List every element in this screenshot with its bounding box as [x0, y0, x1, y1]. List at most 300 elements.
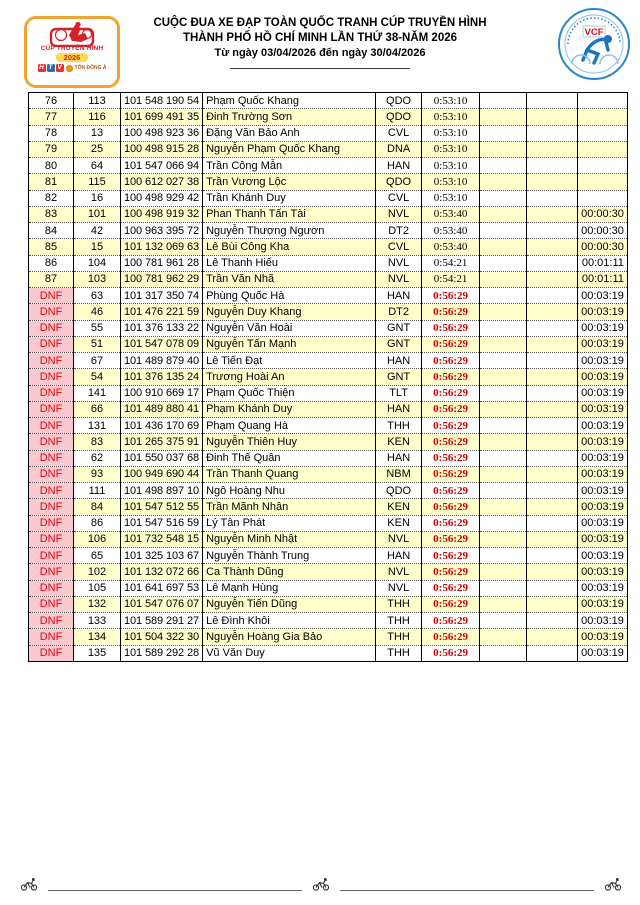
table-row [29, 580, 628, 596]
uci-id-cell: 101 504 322 30 [121, 629, 203, 645]
time-gap-cell: 00:01:11 [578, 255, 628, 271]
uci-id-cell: 101 132 069 63 [121, 239, 203, 255]
table-row [29, 499, 628, 515]
table-row [29, 450, 628, 466]
rider-name-cell: Nguyễn Tiến Dũng [203, 596, 376, 612]
time-cell: 0:56:29 [422, 401, 480, 417]
time-cell: 0:53:10 [422, 141, 480, 157]
table-row [29, 369, 628, 385]
uci-id-cell: 101 547 076 07 [121, 596, 203, 612]
signature-line [340, 876, 594, 891]
table-row [29, 304, 628, 320]
time-gap-cell: 00:03:19 [578, 418, 628, 434]
table-row [29, 483, 628, 499]
rank-cell: 87 [29, 271, 74, 287]
empty-cell-1 [480, 564, 527, 580]
table-row [29, 515, 628, 531]
time-gap-cell [578, 109, 628, 125]
rider-name-cell: Phạm Quang Hà [203, 418, 376, 434]
empty-cell-1 [480, 190, 527, 206]
time-gap-cell [578, 93, 628, 109]
rider-name-cell: Phạm Quốc Thiện [203, 385, 376, 401]
table-row [29, 613, 628, 629]
rider-name-cell: Phan Thanh Tấn Tài [203, 206, 376, 222]
time-cell: 0:53:10 [422, 190, 480, 206]
table-row [29, 320, 628, 336]
bib-number-cell: 65 [74, 548, 121, 564]
time-cell: 0:56:29 [422, 304, 480, 320]
time-cell: 0:56:29 [422, 564, 480, 580]
uci-id-cell: 101 376 133 22 [121, 320, 203, 336]
empty-cell-2 [527, 564, 578, 580]
table-row [29, 190, 628, 206]
team-code-cell: HAN [376, 548, 422, 564]
rank-cell: 84 [29, 223, 74, 239]
table-row [29, 418, 628, 434]
rider-name-cell: Đinh Thế Quân [203, 450, 376, 466]
uci-id-cell: 101 436 170 69 [121, 418, 203, 434]
empty-cell-2 [527, 288, 578, 304]
empty-cell-2 [527, 596, 578, 612]
time-cell: 0:56:29 [422, 483, 480, 499]
uci-id-cell: 101 699 491 35 [121, 109, 203, 125]
time-cell: 0:56:29 [422, 369, 480, 385]
uci-id-cell: 101 547 512 55 [121, 499, 203, 515]
time-gap-cell: 00:01:11 [578, 271, 628, 287]
time-gap-cell [578, 174, 628, 190]
time-gap-cell: 00:03:19 [578, 320, 628, 336]
time-gap-cell: 00:03:19 [578, 288, 628, 304]
time-cell: 0:53:40 [422, 239, 480, 255]
team-code-cell: QDO [376, 109, 422, 125]
rank-cell: DNF [29, 580, 74, 596]
rider-name-cell: Nguyễn Tấn Mạnh [203, 336, 376, 352]
team-code-cell: TLT [376, 385, 422, 401]
empty-cell-1 [480, 580, 527, 596]
empty-cell-2 [527, 466, 578, 482]
team-code-cell: HAN [376, 353, 422, 369]
rank-cell: DNF [29, 483, 74, 499]
team-code-cell: NVL [376, 564, 422, 580]
table-row [29, 385, 628, 401]
htv-cup-logo [24, 16, 120, 88]
team-code-cell: CVL [376, 190, 422, 206]
bib-number-cell: 115 [74, 174, 121, 190]
uci-id-cell: 100 498 915 28 [121, 141, 203, 157]
rank-cell: 81 [29, 174, 74, 190]
uci-id-cell: 100 498 919 32 [121, 206, 203, 222]
team-code-cell: CVL [376, 125, 422, 141]
empty-cell-2 [527, 450, 578, 466]
empty-cell-2 [527, 353, 578, 369]
uci-id-cell: 101 325 103 67 [121, 548, 203, 564]
rank-cell: DNF [29, 401, 74, 417]
time-gap-cell: 00:03:19 [578, 450, 628, 466]
empty-cell-2 [527, 174, 578, 190]
results-table [28, 92, 628, 662]
team-code-cell: HAN [376, 158, 422, 174]
team-code-cell: KEN [376, 434, 422, 450]
rank-cell: 83 [29, 206, 74, 222]
rank-cell: DNF [29, 434, 74, 450]
uci-id-cell: 100 498 923 36 [121, 125, 203, 141]
table-row [29, 109, 628, 125]
team-code-cell: NVL [376, 531, 422, 547]
empty-cell-1 [480, 515, 527, 531]
empty-cell-2 [527, 158, 578, 174]
time-cell: 0:56:29 [422, 450, 480, 466]
empty-cell-2 [527, 580, 578, 596]
empty-cell-2 [527, 483, 578, 499]
table-row [29, 336, 628, 352]
time-cell: 0:54:21 [422, 255, 480, 271]
team-code-cell: KEN [376, 499, 422, 515]
uci-id-cell: 100 949 690 44 [121, 466, 203, 482]
rank-cell: DNF [29, 385, 74, 401]
team-code-cell: HAN [376, 401, 422, 417]
time-gap-cell: 00:03:19 [578, 531, 628, 547]
uci-id-cell: 101 641 697 53 [121, 580, 203, 596]
bib-number-cell: 133 [74, 613, 121, 629]
uci-id-cell: 101 550 037 68 [121, 450, 203, 466]
rider-name-cell: Phạm Khánh Duy [203, 401, 376, 417]
time-cell: 0:56:29 [422, 499, 480, 515]
rider-name-cell: Nguyễn Duy Khang [203, 304, 376, 320]
time-cell: 0:56:29 [422, 353, 480, 369]
bib-number-cell: 131 [74, 418, 121, 434]
bib-number-cell: 63 [74, 288, 121, 304]
bib-number-cell: 104 [74, 255, 121, 271]
time-cell: 0:53:10 [422, 125, 480, 141]
uci-id-cell: 101 489 879 40 [121, 353, 203, 369]
rider-name-cell: Lê Tiến Đạt [203, 353, 376, 369]
empty-cell-2 [527, 93, 578, 109]
time-cell: 0:56:29 [422, 580, 480, 596]
empty-cell-2 [527, 369, 578, 385]
rider-name-cell: Đinh Trường Sơn [203, 109, 376, 125]
bib-number-cell: 62 [74, 450, 121, 466]
team-code-cell: NVL [376, 255, 422, 271]
table-row [29, 645, 628, 661]
empty-cell-1 [480, 466, 527, 482]
table-row [29, 401, 628, 417]
time-gap-cell: 00:03:19 [578, 466, 628, 482]
time-gap-cell: 00:03:19 [578, 515, 628, 531]
rider-name-cell: Trần Vương Lộc [203, 174, 376, 190]
bib-number-cell: 116 [74, 109, 121, 125]
rider-name-cell: Ca Thành Dũng [203, 564, 376, 580]
uci-id-cell: 101 132 072 66 [121, 564, 203, 580]
rank-cell: 82 [29, 190, 74, 206]
empty-cell-1 [480, 483, 527, 499]
empty-cell-1 [480, 255, 527, 271]
empty-cell-2 [527, 320, 578, 336]
bib-number-cell: 102 [74, 564, 121, 580]
team-code-cell: NVL [376, 206, 422, 222]
uci-id-cell: 100 498 929 42 [121, 190, 203, 206]
rank-cell: DNF [29, 548, 74, 564]
bib-number-cell: 93 [74, 466, 121, 482]
cyclist-icon [604, 877, 622, 891]
table-row [29, 564, 628, 580]
time-gap-cell: 00:00:30 [578, 206, 628, 222]
time-cell: 0:56:29 [422, 418, 480, 434]
empty-cell-1 [480, 223, 527, 239]
empty-cell-1 [480, 548, 527, 564]
rider-name-cell: Trần Mãnh Nhân [203, 499, 376, 515]
time-gap-cell: 00:03:19 [578, 645, 628, 661]
time-gap-cell [578, 141, 628, 157]
team-code-cell: THH [376, 418, 422, 434]
empty-cell-1 [480, 418, 527, 434]
empty-cell-1 [480, 288, 527, 304]
rider-name-cell: Lê Mạnh Hùng [203, 580, 376, 596]
time-cell: 0:54:21 [422, 271, 480, 287]
empty-cell-2 [527, 125, 578, 141]
rank-cell: 77 [29, 109, 74, 125]
time-gap-cell: 00:03:19 [578, 564, 628, 580]
rider-name-cell: Lê Bùi Công Kha [203, 239, 376, 255]
bib-number-cell: 113 [74, 93, 121, 109]
empty-cell-1 [480, 450, 527, 466]
uci-id-cell: 101 265 375 91 [121, 434, 203, 450]
empty-cell-1 [480, 271, 527, 287]
sponsor-logo: TÔN ĐÔNG Á [66, 65, 107, 72]
rank-cell: 80 [29, 158, 74, 174]
table-row [29, 158, 628, 174]
rider-name-cell: Nguyễn Thiên Huy [203, 434, 376, 450]
table-row [29, 255, 628, 271]
rider-name-cell: Nguyễn Minh Nhật [203, 531, 376, 547]
team-code-cell: NVL [376, 271, 422, 287]
rank-cell: 79 [29, 141, 74, 157]
empty-cell-1 [480, 304, 527, 320]
bib-number-cell: 111 [74, 483, 121, 499]
team-code-cell: THH [376, 613, 422, 629]
bib-number-cell: 42 [74, 223, 121, 239]
team-code-cell: DT2 [376, 304, 422, 320]
bib-number-cell: 135 [74, 645, 121, 661]
cyclist-icon [20, 877, 38, 891]
table-row [29, 206, 628, 222]
empty-cell-2 [527, 629, 578, 645]
rank-cell: DNF [29, 353, 74, 369]
empty-cell-2 [527, 255, 578, 271]
rider-name-cell: Lê Đình Khôi [203, 613, 376, 629]
bib-number-cell: 83 [74, 434, 121, 450]
time-cell: 0:56:29 [422, 531, 480, 547]
time-cell: 0:53:10 [422, 109, 480, 125]
team-code-cell: QDO [376, 93, 422, 109]
time-gap-cell: 00:03:19 [578, 353, 628, 369]
empty-cell-1 [480, 336, 527, 352]
empty-cell-1 [480, 401, 527, 417]
uci-id-cell: 100 612 027 38 [121, 174, 203, 190]
empty-cell-1 [480, 239, 527, 255]
empty-cell-2 [527, 141, 578, 157]
bib-number-cell: 134 [74, 629, 121, 645]
header-divider [230, 68, 410, 69]
table-row [29, 271, 628, 287]
empty-cell-1 [480, 206, 527, 222]
empty-cell-2 [527, 645, 578, 661]
team-code-cell: NVL [376, 580, 422, 596]
time-cell: 0:56:29 [422, 434, 480, 450]
table-row [29, 125, 628, 141]
team-code-cell: THH [376, 629, 422, 645]
uci-id-cell: 101 547 066 94 [121, 158, 203, 174]
time-gap-cell: 00:00:30 [578, 239, 628, 255]
empty-cell-2 [527, 190, 578, 206]
vcf-text: VCF [584, 27, 604, 38]
team-code-cell: GNT [376, 369, 422, 385]
bib-number-cell: 132 [74, 596, 121, 612]
rank-cell: DNF [29, 531, 74, 547]
table-row [29, 434, 628, 450]
table-row [29, 596, 628, 612]
cup-logo-year: 2026 [56, 53, 89, 62]
rank-cell: DNF [29, 596, 74, 612]
empty-cell-2 [527, 418, 578, 434]
rank-cell: 76 [29, 93, 74, 109]
time-cell: 0:56:29 [422, 515, 480, 531]
rider-name-cell: Trần Văn Nhã [203, 271, 376, 287]
empty-cell-2 [527, 385, 578, 401]
table-row [29, 93, 628, 109]
bib-number-cell: 84 [74, 499, 121, 515]
empty-cell-1 [480, 125, 527, 141]
time-cell: 0:56:29 [422, 596, 480, 612]
rider-name-cell: Trương Hoài An [203, 369, 376, 385]
title-line-2: THÀNH PHỐ HỒ CHÍ MINH LẦN THỨ 38-NĂM 2026 [182, 32, 458, 44]
uci-id-cell: 101 548 190 54 [121, 93, 203, 109]
bib-number-cell: 55 [74, 320, 121, 336]
title-date-line: Từ ngày 03/04/2026 đến ngày 30/04/2026 [214, 47, 426, 59]
htv-logo: H T V [39, 64, 62, 71]
team-code-cell: HAN [376, 288, 422, 304]
time-gap-cell [578, 125, 628, 141]
rank-cell: DNF [29, 288, 74, 304]
bib-number-cell: 66 [74, 401, 121, 417]
team-code-cell: DT2 [376, 223, 422, 239]
time-gap-cell: 00:03:19 [578, 548, 628, 564]
table-row [29, 531, 628, 547]
bib-number-cell: 64 [74, 158, 121, 174]
bib-number-cell: 103 [74, 271, 121, 287]
uci-id-cell: 100 781 961 28 [121, 255, 203, 271]
team-code-cell: QDO [376, 174, 422, 190]
empty-cell-1 [480, 531, 527, 547]
rank-cell: DNF [29, 499, 74, 515]
rider-name-cell: Phùng Quốc Hà [203, 288, 376, 304]
empty-cell-2 [527, 206, 578, 222]
time-cell: 0:53:40 [422, 223, 480, 239]
cyclist-icon [312, 877, 330, 891]
rider-name-cell: Vũ Văn Duy [203, 645, 376, 661]
bib-number-cell: 25 [74, 141, 121, 157]
team-code-cell: CVL [376, 239, 422, 255]
bib-number-cell: 15 [74, 239, 121, 255]
empty-cell-1 [480, 499, 527, 515]
table-row [29, 466, 628, 482]
empty-cell-1 [480, 596, 527, 612]
rank-cell: 85 [29, 239, 74, 255]
rank-cell: DNF [29, 564, 74, 580]
empty-cell-1 [480, 320, 527, 336]
vcf-federation-logo [556, 6, 632, 82]
empty-cell-1 [480, 613, 527, 629]
bib-number-cell: 13 [74, 125, 121, 141]
time-gap-cell: 00:03:19 [578, 385, 628, 401]
uci-id-cell: 101 732 548 15 [121, 531, 203, 547]
bib-number-cell: 101 [74, 206, 121, 222]
bib-number-cell: 54 [74, 369, 121, 385]
footer-signature-area [20, 876, 622, 891]
time-gap-cell: 00:03:19 [578, 499, 628, 515]
team-code-cell: QDO [376, 483, 422, 499]
bib-number-cell: 16 [74, 190, 121, 206]
rank-cell: 86 [29, 255, 74, 271]
rider-name-cell: Phạm Quốc Khang [203, 93, 376, 109]
uci-id-cell: 100 963 395 72 [121, 223, 203, 239]
rider-name-cell: Trần Khánh Duy [203, 190, 376, 206]
time-cell: 0:53:40 [422, 206, 480, 222]
uci-id-cell: 101 589 291 27 [121, 613, 203, 629]
rank-cell: DNF [29, 320, 74, 336]
rank-cell: 78 [29, 125, 74, 141]
rider-name-cell: Trần Công Mẫn [203, 158, 376, 174]
sponsor-ball-icon [66, 65, 73, 72]
empty-cell-1 [480, 109, 527, 125]
team-code-cell: THH [376, 645, 422, 661]
rider-name-cell: Lý Tân Phát [203, 515, 376, 531]
empty-cell-2 [527, 401, 578, 417]
time-cell: 0:56:29 [422, 320, 480, 336]
empty-cell-2 [527, 434, 578, 450]
time-gap-cell [578, 158, 628, 174]
rank-cell: DNF [29, 466, 74, 482]
uci-id-cell: 101 498 897 10 [121, 483, 203, 499]
time-gap-cell: 00:03:19 [578, 401, 628, 417]
team-code-cell: GNT [376, 336, 422, 352]
empty-cell-1 [480, 353, 527, 369]
rank-cell: DNF [29, 645, 74, 661]
empty-cell-1 [480, 645, 527, 661]
time-gap-cell: 00:03:19 [578, 629, 628, 645]
uci-id-cell: 101 489 880 41 [121, 401, 203, 417]
team-code-cell: KEN [376, 515, 422, 531]
rank-cell: DNF [29, 418, 74, 434]
time-cell: 0:56:29 [422, 548, 480, 564]
table-row [29, 548, 628, 564]
uci-id-cell: 101 317 350 74 [121, 288, 203, 304]
table-row [29, 174, 628, 190]
page-title [130, 16, 510, 69]
time-gap-cell: 00:03:19 [578, 434, 628, 450]
empty-cell-2 [527, 109, 578, 125]
rank-cell: DNF [29, 336, 74, 352]
rider-name-cell: Ngô Hoàng Nhu [203, 483, 376, 499]
time-gap-cell [578, 190, 628, 206]
time-gap-cell: 00:03:19 [578, 580, 628, 596]
bib-number-cell: 46 [74, 304, 121, 320]
empty-cell-2 [527, 223, 578, 239]
time-cell: 0:53:10 [422, 158, 480, 174]
empty-cell-1 [480, 93, 527, 109]
empty-cell-2 [527, 613, 578, 629]
rider-name-cell: Nguyễn Hoàng Gia Bảo [203, 629, 376, 645]
time-cell: 0:56:29 [422, 645, 480, 661]
